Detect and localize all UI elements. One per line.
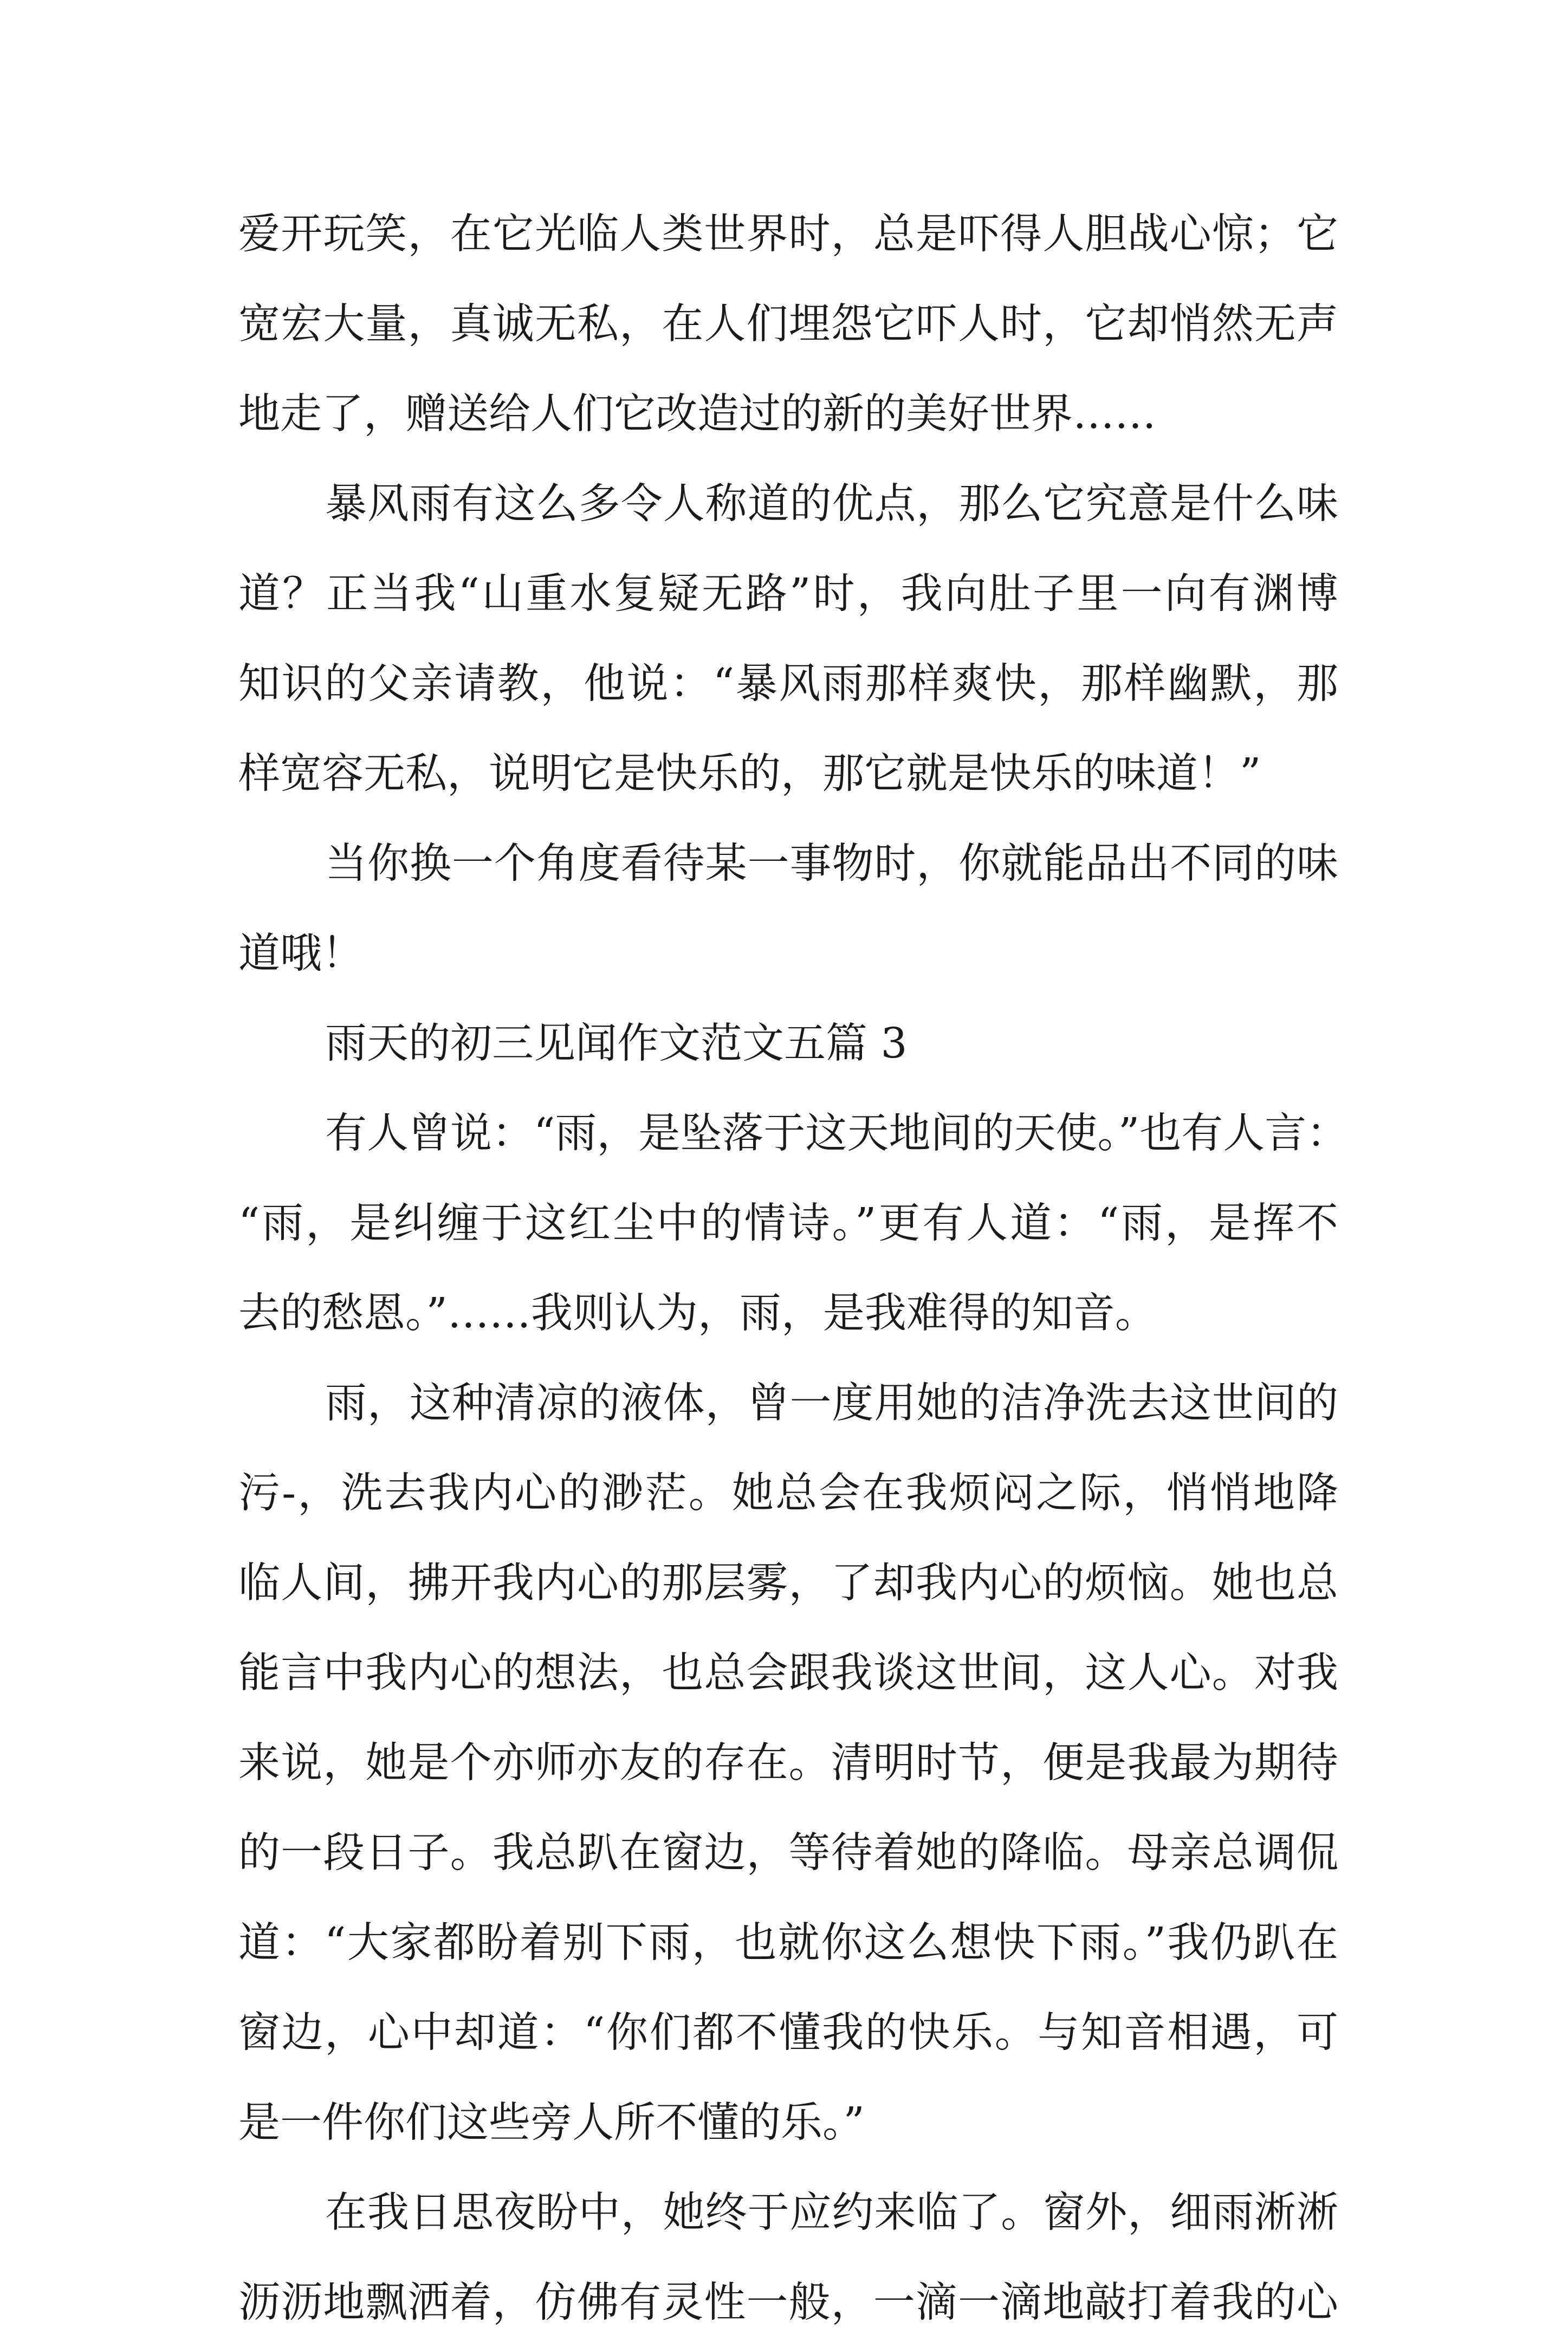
text-line: 当你换一个角度看待某一事物时，你就能品出不同的味 (325, 840, 1338, 888)
text-line: 污-，洗去我内心的渺茫。她总会在我烦闷之际，悄悄地降 (238, 1469, 1338, 1517)
text-line: “雨，是纠缠于这红尘中的情诗。”更有人道：“雨，是挥不 (238, 1199, 1338, 1248)
text-line: 是一件你们这些旁人所不懂的乐。” (238, 2099, 865, 2147)
text-line: 暴风雨有这么多令人称道的优点，那么它究意是什么味 (325, 480, 1338, 528)
text-line: 雨，这种清凉的液体，曾一度用她的洁净洗去这世间的 (325, 1379, 1338, 1428)
text-line: 道？正当我“山重水复疑无路”时，我向肚子里一向有渊博 (238, 570, 1338, 618)
text-line: 样宽容无私，说明它是快乐的，那它就是快乐的味道！” (238, 750, 1261, 798)
text-line: 道：“大家都盼着别下雨，也就你这么想快下雨。”我仍趴在 (238, 1919, 1338, 1967)
text-line: 地走了，赠送给人们它改造过的新的美好世界…… (238, 390, 1156, 438)
text-line: 爱开玩笑，在它光临人类世界时，总是吓得人胆战心惊；它 (238, 210, 1338, 258)
paragraph (238, 2168, 1338, 2348)
paragraph (238, 1089, 1349, 1359)
section-heading (238, 999, 1338, 1089)
text-line: 雨天的初三见闻作文范文五篇 3 (325, 1020, 908, 1068)
text-line: 去的愁恩。”……我则认为，雨，是我难得的知音。 (238, 1289, 1157, 1338)
text-line: 道哦！ (238, 930, 364, 978)
text-line: 窗边，心中却道：“你们都不懂我的快乐。与知音相遇，可 (238, 2009, 1338, 2057)
text-line: 宽宏大量，真诚无私，在人们埋怨它吓人时，它却悄然无声 (238, 300, 1338, 348)
paragraph (238, 190, 1338, 459)
text-line: 在我日思夜盼中，她终于应约来临了。窗外，细雨淅淅 (325, 2189, 1338, 2237)
paragraph (238, 819, 1338, 999)
document-page (238, 190, 1349, 2348)
text-line: 知识的父亲请教，他说：“暴风雨那样爽快，那样幽默，那 (238, 660, 1338, 708)
text-line: 能言中我内心的想法，也总会跟我谈这世间，这人心。对我 (238, 1649, 1338, 1697)
text-line: 临人间，拂开我内心的那层雾，了却我内心的烦恼。她也总 (238, 1559, 1338, 1607)
text-line: 来说，她是个亦师亦友的存在。清明时节，便是我最为期待 (238, 1739, 1338, 1787)
text-line: 沥沥地飘洒着，仿佛有灵性一般，一滴一滴地敲打着我的心 (238, 2279, 1338, 2327)
text-line: 有人曾说：“雨，是坠落于这天地间的天使。”也有人言： (325, 1110, 1349, 1158)
text-line: 的一段日子。我总趴在窗边，等待着她的降临。母亲总调侃 (238, 1829, 1338, 1877)
paragraph (238, 1359, 1338, 2168)
paragraph (238, 459, 1338, 819)
